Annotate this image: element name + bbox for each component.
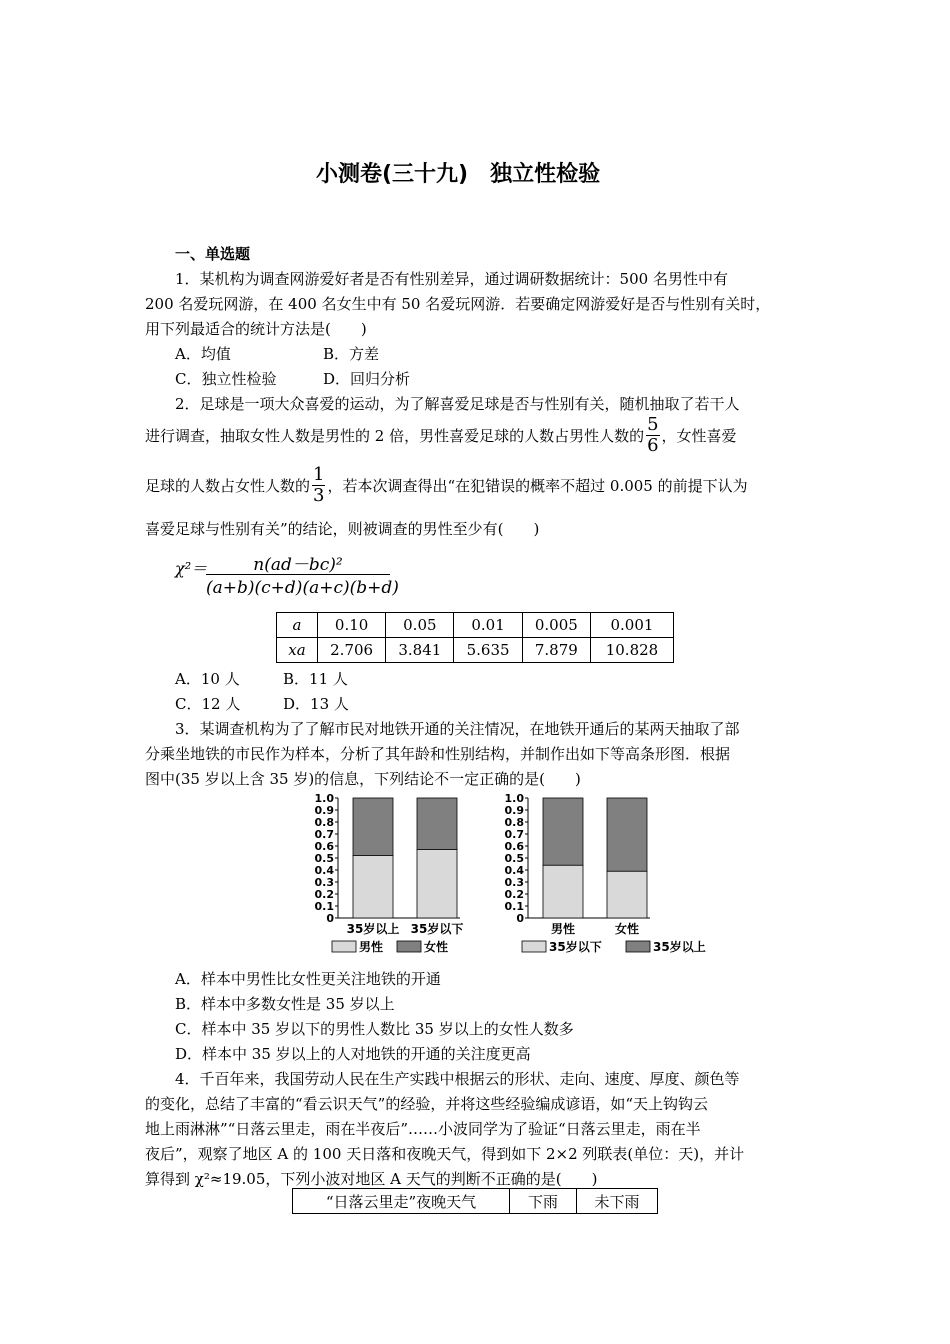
chart-age-gender [300,788,500,960]
q1-option-b[interactable]: B．方差 [323,345,380,363]
q2-option-d[interactable]: D．13 人 [283,695,349,713]
q2-line-2 [145,415,737,456]
q4-line-3: 地上雨淋淋”“日落云里走，雨在半夜后”……小波同学为了验证“日落云里走，雨在半 [145,1120,701,1138]
legend-swatch [332,941,356,952]
y-tick-label: 0.5 [504,852,524,865]
legend-label: 女性 [424,940,449,954]
q3-option-b[interactable]: B．样本中多数女性是 35 岁以上 [175,995,395,1013]
y-tick-label: 0.2 [314,888,334,901]
q2-line-1: 2．足球是一项大众喜爱的运动，为了解喜爱足球是否与性别有关，随机抽取了若干人 [175,395,740,413]
y-tick-label: 0.3 [314,876,334,889]
formula-denominator: (a+b)(c+d)(a+c)(b+d) [206,578,399,598]
y-tick-label: 0 [326,912,334,925]
table-cell: 5.635 [454,638,522,663]
q1-option-d[interactable]: D．回归分析 [323,370,411,388]
legend-swatch [522,941,546,952]
legend-label: 35岁以上 [653,940,706,954]
bar-segment [417,798,457,850]
y-tick-label: 0.3 [504,876,524,889]
q4-line-5: 算得到 χ²≈19.05，下列小波对地区 A 天气的判断不正确的是( ) [145,1170,598,1188]
x-tick-label: 35岁以下 [410,922,464,936]
q2-line-4: 喜爱足球与性别有关”的结论，则被调查的男性至少有( ) [145,520,540,538]
q4-line-4: 夜后”，观察了地区 A 的 100 天日落和夜晚天气，得到如下 2×2 列联表(单位：天)，并计 [145,1145,745,1163]
q1-line-2: 200 名爱玩网游，在 400 名女生中有 50 名爱玩网游．若要确定网游爱好是否与性别有关时， [145,295,771,313]
bar-segment [353,798,393,856]
table-cell: 0.005 [522,613,590,638]
y-tick-label: 0.6 [504,840,524,853]
table-cell: “日落云里走”夜晚天气 [293,1189,510,1214]
table-cell: 0.001 [590,613,673,638]
formula-numerator: n(ad－bc)² [253,555,343,575]
y-tick-label: 0.7 [504,828,524,841]
table-cell: 10.828 [590,638,673,663]
table-cell: xa [277,638,318,663]
legend-label: 35岁以下 [549,940,602,954]
x-tick-label: 女性 [614,922,640,936]
legend-label: 男性 [359,940,384,954]
bar-segment [607,871,647,918]
y-tick-label: 1.0 [504,792,524,805]
bar-segment [353,856,393,918]
table-cell: 下雨 [510,1189,577,1214]
q2-line-3 [145,465,748,506]
table-cell: 7.879 [522,638,590,663]
table-row [277,638,674,663]
y-tick-label: 0.4 [504,864,524,877]
x-tick-label: 男性 [550,922,576,936]
legend-swatch [397,941,421,952]
fraction-one-third [312,465,325,506]
q2-option-a[interactable]: A．10 人 [175,670,240,688]
y-tick-label: 0.2 [504,888,524,901]
y-tick-label: 0.6 [314,840,334,853]
q4-line-2: 的变化，总结了丰富的“看云识天气”的经验，并将这些经验编成谚语，如“天上钩钩云 [145,1095,709,1113]
bar-segment [417,850,457,918]
q2-line-2-pre: 进行调查，抽取女性人数是男性的 2 倍，男性喜爱足球的人数占男性人数的 [145,426,645,445]
q2-line-3-post: ，若本次调查得出“在犯错误的概率不超过 0.005 的前提下认为 [327,476,748,495]
frac1-den: 6 [647,434,659,456]
q3-option-c[interactable]: C．样本中 35 岁以下的男性人数比 35 岁以上的女性人数多 [175,1020,574,1038]
q4-line-1: 4．千百年来，我国劳动人民在生产实践中根据云的形状、走向、速度、厚度、颜色等 [175,1070,740,1088]
y-tick-label: 0.8 [314,816,334,829]
q3-line-1: 3．某调查机构为了了解市民对地铁开通的关注情况，在地铁开通后的某两天抽取了部 [175,720,740,738]
y-tick-label: 0.1 [504,900,524,913]
table-cell: 0.10 [318,613,386,638]
y-tick-label: 1.0 [314,792,334,805]
bar-segment [607,798,647,871]
table-cell: 未下雨 [577,1189,658,1214]
y-tick-label: 0.7 [314,828,334,841]
frac1-num: 5 [647,414,659,435]
table-cell: 0.05 [386,613,454,638]
y-tick-label: 0.9 [314,804,334,817]
q3-option-a[interactable]: A．样本中男性比女性更关注地铁的开通 [175,970,441,988]
y-tick-label: 0.5 [314,852,334,865]
frac2-num: 1 [313,464,325,485]
section-heading: 一、单选题 [175,245,251,263]
table-cell: 3.841 [386,638,454,663]
fraction-five-sixths [646,415,659,456]
table-row [277,613,674,638]
legend-swatch [626,941,650,952]
y-tick-label: 0.4 [314,864,334,877]
q1-line-1: 1．某机构为调查网游爱好者是否有性别差异，通过调研数据统计：500 名男性中有 [175,270,728,288]
table-cell: a [277,613,318,638]
frac2-den: 3 [313,484,325,506]
q2-line-2-post: ，女性喜爱 [661,426,737,445]
table-row [293,1189,658,1214]
page-title: 小测卷(三十九) 独立性检验 [316,162,601,187]
y-tick-label: 0 [516,912,524,925]
q1-line-3: 用下列最适合的统计方法是( ) [145,320,367,338]
chart-gender-age [490,788,706,960]
q2-option-b[interactable]: B．11 人 [283,670,348,688]
bar-segment [543,865,583,918]
y-tick-label: 0.1 [314,900,334,913]
table-cell: 0.01 [454,613,522,638]
q1-option-a[interactable]: A．均值 [175,345,231,363]
y-tick-label: 0.9 [504,804,524,817]
q3-line-3: 图中(35 岁以上含 35 岁)的信息，下列结论不一定正确的是( ) [145,770,581,788]
formula-fraction-bar [206,574,390,575]
q2-line-3-pre: 足球的人数占女性人数的 [145,476,311,495]
formula-lhs: χ²＝ [175,559,208,578]
bar-segment [543,798,583,865]
q3-line-2: 分乘坐地铁的市民作为样本，分析了其年龄和性别结构，并制作出如下等高条形图．根据 [145,745,731,763]
q2-option-c[interactable]: C．12 人 [175,695,241,713]
q3-option-d[interactable]: D．样本中 35 岁以上的人对地铁的开通的关注度更高 [175,1045,531,1063]
contingency-table [292,1188,658,1214]
critical-value-table [276,612,674,663]
table-cell: 2.706 [318,638,386,663]
q1-option-c[interactable]: C．独立性检验 [175,370,277,388]
x-tick-label: 35岁以上 [346,922,400,936]
y-tick-label: 0.8 [504,816,524,829]
